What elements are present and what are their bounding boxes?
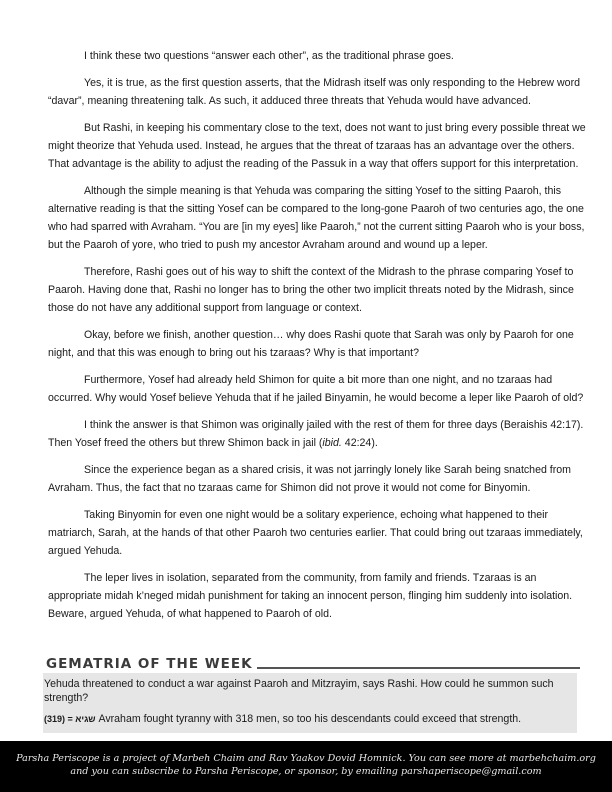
article-body xyxy=(48,47,588,632)
paragraph-5: Therefore, Rashi goes out of his way to shift the context of the Midrash to the phrase comparing Yosef to Paaroh. Having done that, Rashi no longer has to bring the other two implicit threats noted by the Midrash, since those do not have any additional support from language or context. xyxy=(48,266,574,314)
gematria-question: Yehuda threatened to conduct a war against Paaroh and Mitzrayim, says Rashi. How could he summon such strength? xyxy=(44,678,554,704)
paragraph-3: But Rashi, in keeping his commentary close to the text, does not want to just bring every possible threat we might theorize that Yehuda used. Instead, he argues that the threat of tzaraas has an advantage over the others. That advantage is the ability to adjust the reading of the Passuk in a way that offers support for this interpretation. xyxy=(48,122,586,170)
paragraph-6: Okay, before we finish, another question… why does Rashi quote that Sarah was only by Paaroh for one night, and that this was enough to bring out his tzaraas? Why is that important? xyxy=(48,329,574,359)
paragraph-4: Although the simple meaning is that Yehuda was comparing the sitting Yosef to the sitting Paaroh, this alternative reading is that the sitting Yosef can be compared to the long-gone Paaroh of two centuries ago, the one who had sparred with Avraham. “You are [in my eyes] like Paaroh,” not the current sitting Paaroh who is your boss, but the Paaroh of yore, who tried to push my ancestor Avraham around and wound up a leper. xyxy=(48,185,585,251)
paragraph-8-text-b: 42:24). xyxy=(341,437,378,449)
gematria-divider xyxy=(257,667,580,669)
footer-line-1: Parsha Periscope is a project of Marbeh Chaim and Rav Yaakov Dovid Homnick. You can see more at marbehchaim.org xyxy=(16,753,596,764)
paragraph-11: The leper lives in isolation, separated from the community, from family and friends. Tzaraas is an appropriate midah k’neged midah punishment for taking an innocent person, flinging him suddenly into isolation. Beware, argued Yehuda, of what happened to Paaroh of old. xyxy=(48,572,573,620)
gematria-answer xyxy=(44,712,571,726)
paragraph-1: I think these two questions “answer each other”, as the traditional phrase goes. xyxy=(84,50,454,62)
ibid-citation: ibid. xyxy=(322,437,342,449)
gematria-header xyxy=(46,654,580,672)
paragraph-8 xyxy=(48,416,588,452)
gematria-title: GEMATRIA OF THE WEEK xyxy=(46,656,253,672)
footer-line-2: and you can subscribe to Parsha Periscope, or sponsor, by emailing parshaperiscope@gmail.com xyxy=(70,766,542,777)
paragraph-7: Furthermore, Yosef had already held Shimon for quite a bit more than one night, and no tzaraas had occurred. Why would Yosef believe Yehuda that if he jailed Binyamin, he would become a leper like Paaroh of old? xyxy=(48,374,584,404)
gematria-value: (319) = xyxy=(44,714,76,724)
gematria-hebrew-word: שגיא xyxy=(75,714,96,724)
paragraph-2: Yes, it is true, as the first question asserts, that the Midrash itself was only responding to the Hebrew word “davar”, meaning threatening talk. As such, it adduced three threats that Yehuda would have advanced. xyxy=(48,77,580,107)
gematria-answer-text: Avraham fought tyranny with 318 men, so too his descendants could exceed that strength. xyxy=(95,713,522,725)
gematria-box xyxy=(43,673,577,733)
footer xyxy=(0,741,612,792)
paragraph-9: Since the experience began as a shared crisis, it was not jarringly lonely like Sarah being snatched from Avraham. Thus, the fact that no tzaraas came for Shimon did not prove it would not come for Binyomin. xyxy=(48,464,571,494)
paragraph-8-text-a: I think the answer is that Shimon was originally jailed with the rest of them for three days (Beraishis 42:17). Then Yosef freed the others but threw Shimon back in jail ( xyxy=(48,419,584,449)
paragraph-10: Taking Binyomin for even one night would be a solitary experience, echoing what happened to their matriarch, Sarah, at the hands of that other Paaroh two centuries earlier. That could bring out tzaraas immediately, argued Yehuda. xyxy=(48,509,583,557)
